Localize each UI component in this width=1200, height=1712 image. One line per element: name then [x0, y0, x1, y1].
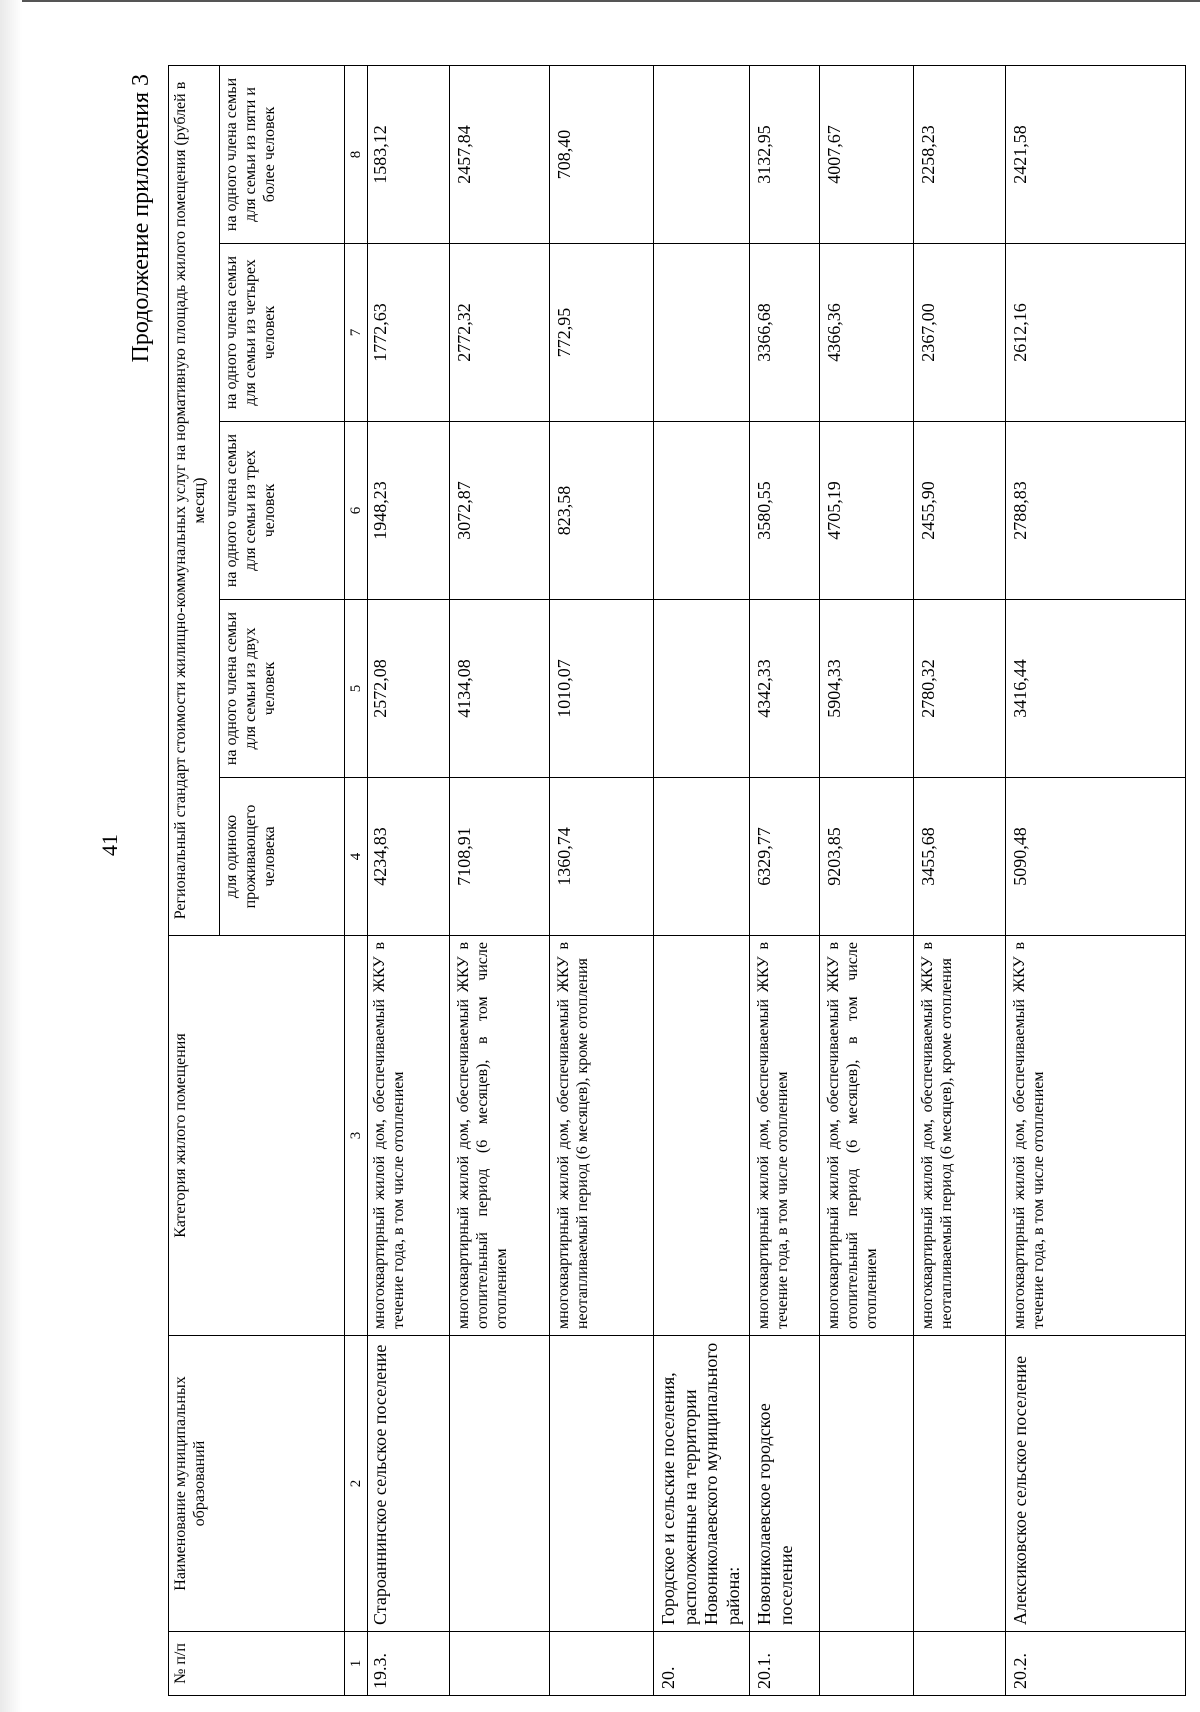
- column-number: 2: [345, 1336, 368, 1632]
- value-single: 4234,83: [368, 778, 450, 936]
- value-two: 2572,08: [368, 600, 450, 778]
- value-four: [654, 244, 750, 422]
- value-two: 4342,33: [750, 600, 820, 778]
- housing-category: многоквартирный жилой дом, обеспечиваемый ЖКУ в неотапливаемый период (6 месяцев), кроме отопления: [914, 936, 1006, 1336]
- value-two: 1010,07: [550, 600, 654, 778]
- header-sub-five: на одного члена семьи для семьи из пяти и более человек: [220, 65, 345, 243]
- value-two: 4134,08: [450, 600, 550, 778]
- table-row: [1006, 65, 1186, 1695]
- column-number: 4: [345, 778, 368, 936]
- header-sub-single: для одиноко проживающего человека: [220, 778, 345, 936]
- column-number: 1: [345, 1632, 368, 1696]
- value-three: 1948,23: [368, 422, 450, 600]
- value-two: 5904,33: [820, 600, 914, 778]
- row-number: [820, 1632, 914, 1696]
- header-category: Категория жилого помещения: [169, 936, 345, 1336]
- table-row: [450, 65, 550, 1695]
- value-single: 7108,91: [450, 778, 550, 936]
- municipality-name: Алексиковское сельское поселение: [1006, 1336, 1186, 1632]
- value-five: [654, 65, 750, 243]
- table-row: [368, 65, 450, 1695]
- appendix-heading: Продолжение приложения 3: [128, 74, 154, 363]
- value-two: 2780,32: [914, 600, 1006, 778]
- header-sub-four: на одного члена семьи для семьи из четырех человек: [220, 244, 345, 422]
- housing-category: [654, 936, 750, 1336]
- column-number: 8: [345, 65, 368, 243]
- table-row: [654, 65, 750, 1695]
- value-four: 4366,36: [820, 244, 914, 422]
- row-number: [450, 1632, 550, 1696]
- value-three: [654, 422, 750, 600]
- table-row: [914, 65, 1006, 1695]
- column-number: 7: [345, 244, 368, 422]
- value-single: 1360,74: [550, 778, 654, 936]
- table-row: [820, 65, 914, 1695]
- value-five: 2421,58: [1006, 65, 1186, 243]
- scan-edge-top: [0, 0, 1200, 2]
- housing-category: многоквартирный жилой дом, обеспечиваемый ЖКУ в отопительный период (6 месяцев), в том числе отоплением: [450, 936, 550, 1336]
- value-four: 2367,00: [914, 244, 1006, 422]
- row-number: [914, 1632, 1006, 1696]
- table-row: [750, 65, 820, 1695]
- value-three: 2455,90: [914, 422, 1006, 600]
- column-number: 6: [345, 422, 368, 600]
- value-three: 3072,87: [450, 422, 550, 600]
- housing-category: многоквартирный жилой дом, обеспечиваемый ЖКУ в течение года, в том числе отоплением: [368, 936, 450, 1336]
- header-sub-three: на одного члена семьи для семьи из трех человек: [220, 422, 345, 600]
- value-single: 5090,48: [1006, 778, 1186, 936]
- rotated-page-content: [128, 66, 1186, 1696]
- row-number: 19.3.: [368, 1632, 450, 1696]
- header-name: Наименование муниципальных образований: [169, 1336, 345, 1632]
- table-row: [550, 65, 654, 1695]
- header-row-top: [169, 65, 220, 1695]
- housing-category: многоквартирный жилой дом, обеспечиваемый ЖКУ в отопительный период (6 месяцев), в том числе отоплением: [820, 936, 914, 1336]
- value-five: 2258,23: [914, 65, 1006, 243]
- municipality-name: Городское и сельские поселения, расположенные на территории Новониколаевского муниципального района:: [654, 1336, 750, 1632]
- value-two: 3416,44: [1006, 600, 1186, 778]
- municipality-name: [820, 1336, 914, 1632]
- value-three: 3580,55: [750, 422, 820, 600]
- row-number: 20.: [654, 1632, 750, 1696]
- value-three: 4705,19: [820, 422, 914, 600]
- housing-category: многоквартирный жилой дом, обеспечиваемый ЖКУ в течение года, в том числе отоплением: [1006, 936, 1186, 1336]
- scan-edge-left: [0, 0, 22, 1712]
- housing-category: многоквартирный жилой дом, обеспечиваемый ЖКУ в неотапливаемый период (6 месяцев), кроме отопления: [550, 936, 654, 1336]
- row-number: 20.1.: [750, 1632, 820, 1696]
- value-five: 4007,67: [820, 65, 914, 243]
- housing-category: многоквартирный жилой дом, обеспечиваемый ЖКУ в течение года, в том числе отоплением: [750, 936, 820, 1336]
- value-three: 2788,83: [1006, 422, 1186, 600]
- value-single: 9203,85: [820, 778, 914, 936]
- housing-cost-table: [168, 65, 1186, 1696]
- value-single: [654, 778, 750, 936]
- value-five: 1583,12: [368, 65, 450, 243]
- header-group: Региональный стандарт стоимости жилищно-коммунальных услуг на нормативную площадь жилого помещения (рублей в месяц): [169, 65, 220, 935]
- page-number: 41: [97, 834, 122, 856]
- header-row-numbers: [345, 65, 368, 1695]
- value-three: 823,58: [550, 422, 654, 600]
- value-two: [654, 600, 750, 778]
- municipality-name: [450, 1336, 550, 1632]
- municipality-name: Староаннинское сельское поселение: [368, 1336, 450, 1632]
- column-number: 3: [345, 936, 368, 1336]
- value-four: 3366,68: [750, 244, 820, 422]
- value-four: 1772,63: [368, 244, 450, 422]
- value-four: 2612,16: [1006, 244, 1186, 422]
- column-number: 5: [345, 600, 368, 778]
- value-single: 3455,68: [914, 778, 1006, 936]
- header-sub-two: на одного члена семьи для семьи из двух человек: [220, 600, 345, 778]
- municipality-name: [550, 1336, 654, 1632]
- row-number: 20.2.: [1006, 1632, 1186, 1696]
- value-four: 2772,32: [450, 244, 550, 422]
- row-number: [550, 1632, 654, 1696]
- header-num: № п/п: [169, 1632, 345, 1696]
- value-five: 2457,84: [450, 65, 550, 243]
- value-four: 772,95: [550, 244, 654, 422]
- value-five: 3132,95: [750, 65, 820, 243]
- value-single: 6329,77: [750, 778, 820, 936]
- value-five: 708,40: [550, 65, 654, 243]
- municipality-name: [914, 1336, 1006, 1632]
- municipality-name: Новониколаевское городское поселение: [750, 1336, 820, 1632]
